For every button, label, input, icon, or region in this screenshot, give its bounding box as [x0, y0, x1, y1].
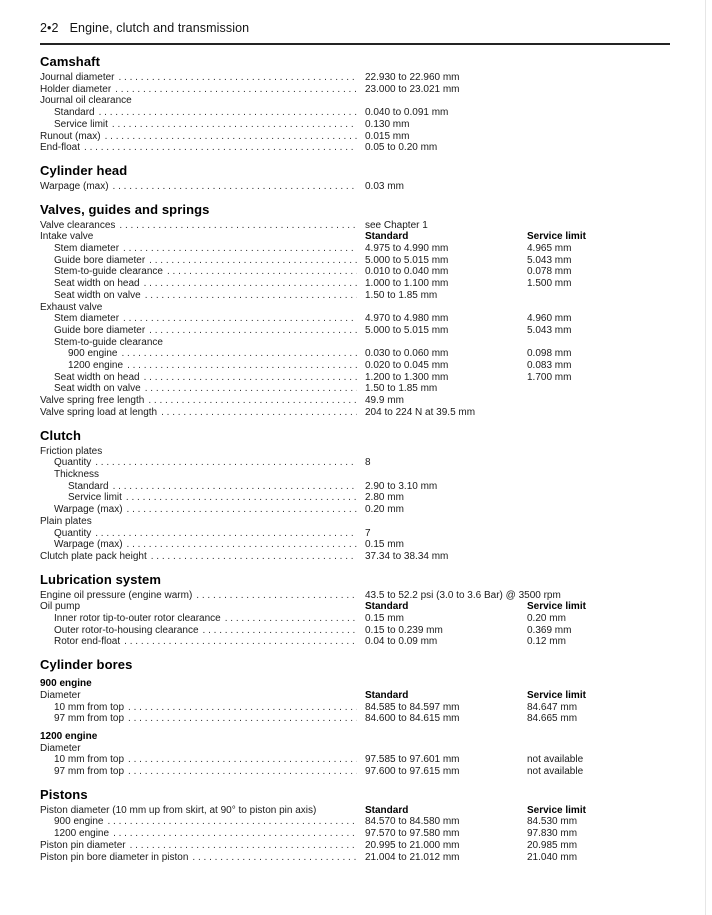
- value-standard: 4.975 to 4.990 mm: [365, 243, 449, 255]
- column-header-service-limit: Service limit: [527, 231, 586, 243]
- row-left: [40, 805, 365, 817]
- page-title: Engine, clutch and transmission: [69, 21, 250, 35]
- value-service-limit: 0.20 mm: [527, 613, 566, 625]
- spec-row: [40, 372, 670, 384]
- row-left: [40, 372, 365, 384]
- dot-leader: [122, 348, 358, 360]
- value-standard: 4.970 to 4.980 mm: [365, 313, 449, 325]
- spec-row: [40, 516, 670, 528]
- row-label: 10 mm from top: [54, 701, 125, 713]
- dot-leader: [128, 766, 357, 778]
- spec-sections: [40, 54, 670, 863]
- value-standard: 5.000 to 5.015 mm: [365, 324, 449, 336]
- value-standard: 0.020 to 0.045 mm: [365, 360, 449, 372]
- value-service-limit: 1.500 mm: [527, 278, 572, 290]
- row-left: [40, 313, 365, 325]
- section-title: Cylinder head: [40, 162, 128, 178]
- row-label: Thickness: [54, 468, 100, 480]
- row-label: Inner rotor tip-to-outer rotor clearance: [54, 613, 221, 625]
- value-standard: 0.010 to 0.040 mm: [365, 266, 449, 278]
- row-left: [40, 131, 365, 143]
- row-label: Journal oil clearance: [40, 95, 132, 107]
- row-label: Valve spring load at length: [40, 406, 158, 418]
- spec-row: [40, 181, 670, 193]
- value-service-limit: 0.083 mm: [527, 360, 572, 372]
- spec-row: [40, 590, 670, 602]
- row-label: Warpage (max): [54, 504, 123, 516]
- row-label: Diameter: [40, 689, 81, 701]
- dot-leader: [145, 290, 357, 302]
- value-service-limit: 5.043 mm: [527, 324, 572, 336]
- dot-leader: [118, 72, 357, 84]
- dot-leader: [113, 828, 357, 840]
- row-left: [40, 852, 365, 864]
- value-service-limit: 0.12 mm: [527, 636, 566, 648]
- row-label: Guide bore diameter: [54, 254, 146, 266]
- spec-row: [40, 446, 670, 458]
- row-label: Holder diameter: [40, 83, 112, 95]
- spec-row: [40, 713, 670, 725]
- spec-row: [40, 266, 670, 278]
- section-pistons: [40, 787, 670, 864]
- dot-leader: [144, 372, 357, 384]
- dot-leader: [127, 360, 357, 372]
- value-service-limit: 84.665 mm: [527, 713, 578, 725]
- value-standard: 0.20 mm: [365, 504, 404, 516]
- dot-leader: [113, 481, 357, 493]
- spec-row: [40, 702, 670, 714]
- spec-row: [40, 142, 670, 154]
- row-label: End-float: [40, 142, 81, 154]
- row-label: Guide bore diameter: [54, 324, 146, 336]
- spec-row: [40, 492, 670, 504]
- row-label: Stem-to-guide clearance: [54, 266, 163, 278]
- value-standard: 97.585 to 97.601 mm: [365, 754, 460, 766]
- row-label: Seat width on valve: [54, 289, 141, 301]
- row-label: 97 mm from top: [54, 766, 125, 778]
- spec-row: [40, 828, 670, 840]
- column-header-service-limit: Service limit: [527, 804, 586, 816]
- row-label: Intake valve: [40, 231, 94, 243]
- row-left: [40, 690, 365, 702]
- spec-row: [40, 731, 670, 743]
- spec-row: [40, 528, 670, 540]
- spec-row: [40, 504, 670, 516]
- row-left: [40, 395, 365, 407]
- row-label: 1200 engine: [54, 828, 110, 840]
- row-label: Valve spring free length: [40, 395, 145, 407]
- row-left: [40, 625, 365, 637]
- row-left: [40, 348, 365, 360]
- dot-leader: [151, 551, 357, 563]
- section-title: Valves, guides and springs: [40, 201, 210, 217]
- value-standard: 97.570 to 97.580 mm: [365, 828, 460, 840]
- value-service-limit: not available: [527, 754, 584, 766]
- spec-row: [40, 337, 670, 349]
- value-service-limit: 0.369 mm: [527, 624, 572, 636]
- dot-leader: [128, 754, 357, 766]
- value-standard: 204 to 224 N at 39.5 mm: [365, 406, 476, 418]
- value-standard: 0.04 to 0.09 mm: [365, 636, 438, 648]
- dot-leader: [99, 107, 357, 119]
- row-label: Quantity: [54, 457, 92, 469]
- spec-row: [40, 743, 670, 755]
- value-standard: 1.000 to 1.100 mm: [365, 278, 449, 290]
- row-left: [40, 243, 365, 255]
- section-valves-guides-and-springs: [40, 202, 670, 419]
- row-left: [40, 383, 365, 395]
- value-standard: 1.50 to 1.85 mm: [365, 289, 438, 301]
- row-left: [40, 678, 365, 690]
- row-left: [40, 601, 365, 613]
- dot-leader: [115, 84, 357, 96]
- value-service-limit: 0.078 mm: [527, 266, 572, 278]
- dot-leader: [112, 119, 357, 131]
- spec-row: [40, 72, 670, 84]
- spec-row: [40, 613, 670, 625]
- row-left: [40, 84, 365, 96]
- section-cylinder-head: [40, 163, 670, 193]
- column-header-service-limit: Service limit: [527, 689, 586, 701]
- spec-row: [40, 469, 670, 481]
- value-service-limit: 5.043 mm: [527, 254, 572, 266]
- row-label: Standard: [68, 480, 109, 492]
- row-label: Piston pin bore diameter in piston: [40, 851, 189, 863]
- value-standard: 0.030 to 0.060 mm: [365, 348, 449, 360]
- value-standard: 0.05 to 0.20 mm: [365, 142, 438, 154]
- spec-row: [40, 636, 670, 648]
- row-left: [40, 828, 365, 840]
- page-number: 2•2: [40, 21, 59, 35]
- row-left: [40, 181, 365, 193]
- dot-leader: [149, 325, 357, 337]
- dot-leader: [124, 636, 357, 648]
- value-standard: 1.50 to 1.85 mm: [365, 383, 438, 395]
- value-standard: 49.9 mm: [365, 395, 404, 407]
- row-label: Quantity: [54, 527, 92, 539]
- dot-leader: [123, 243, 357, 255]
- value-standard: 0.03 mm: [365, 180, 404, 192]
- section-title: Pistons: [40, 786, 88, 802]
- value-service-limit: 0.098 mm: [527, 348, 572, 360]
- row-left: [40, 840, 365, 852]
- spec-row: [40, 313, 670, 325]
- row-label: Seat width on head: [54, 278, 140, 290]
- dot-leader: [128, 702, 357, 714]
- page-header: [40, 21, 670, 35]
- value-standard: 1.200 to 1.300 mm: [365, 371, 449, 383]
- dot-leader: [123, 313, 357, 325]
- row-label: Stem diameter: [54, 313, 120, 325]
- value-service-limit: 4.960 mm: [527, 313, 572, 325]
- value-standard: 23.000 to 23.021 mm: [365, 83, 460, 95]
- value-service-limit: 4.965 mm: [527, 243, 572, 255]
- dot-leader: [161, 407, 357, 419]
- row-label: Diameter: [40, 742, 81, 754]
- spec-row: [40, 840, 670, 852]
- value-standard: 8: [365, 457, 371, 469]
- row-left: [40, 360, 365, 372]
- dot-leader: [95, 528, 357, 540]
- dot-leader: [144, 278, 357, 290]
- spec-row: [40, 255, 670, 267]
- section-title: Camshaft: [40, 54, 101, 69]
- spec-row: [40, 852, 670, 864]
- row-left: [40, 516, 365, 528]
- dot-leader: [167, 266, 357, 278]
- dot-leader: [192, 852, 357, 864]
- spec-row: [40, 625, 670, 637]
- spec-row: [40, 407, 670, 419]
- row-left: [40, 325, 365, 337]
- value-standard: 0.130 mm: [365, 118, 410, 130]
- row-label: 1200 engine: [40, 730, 98, 742]
- row-label: Stem-to-guide clearance: [54, 336, 163, 348]
- spec-row: [40, 290, 670, 302]
- spec-row: [40, 95, 670, 107]
- row-left: [40, 469, 365, 481]
- spec-row: [40, 395, 670, 407]
- row-label: Stem diameter: [54, 243, 120, 255]
- row-left: [40, 590, 365, 602]
- value-standard: 22.930 to 22.960 mm: [365, 72, 460, 83]
- row-left: [40, 702, 365, 714]
- value-standard: 84.585 to 84.597 mm: [365, 701, 460, 713]
- spec-row: [40, 539, 670, 551]
- row-label: Friction plates: [40, 445, 103, 457]
- row-left: [40, 407, 365, 419]
- row-label: 10 mm from top: [54, 754, 125, 766]
- value-service-limit: 84.647 mm: [527, 701, 578, 713]
- value-service-limit: 20.985 mm: [527, 839, 578, 851]
- section-clutch: [40, 428, 670, 563]
- dot-leader: [119, 220, 357, 232]
- spec-row: [40, 457, 670, 469]
- value-standard: 21.004 to 21.012 mm: [365, 851, 460, 863]
- dot-leader: [130, 840, 357, 852]
- value-standard: see Chapter 1: [365, 219, 428, 231]
- dot-leader: [148, 395, 357, 407]
- value-service-limit: 1.700 mm: [527, 371, 572, 383]
- spec-row: [40, 220, 670, 232]
- section-title: Clutch: [40, 427, 82, 443]
- row-left: [40, 119, 365, 131]
- value-standard: 84.570 to 84.580 mm: [365, 816, 460, 828]
- column-header-standard: Standard: [365, 601, 409, 613]
- row-left: [40, 107, 365, 119]
- dot-leader: [108, 816, 358, 828]
- value-standard: 20.995 to 21.000 mm: [365, 839, 460, 851]
- spec-row: [40, 754, 670, 766]
- dot-leader: [149, 255, 357, 267]
- spec-row: [40, 131, 670, 143]
- row-left: [40, 142, 365, 154]
- row-label: Rotor end-float: [54, 636, 121, 648]
- dot-leader: [196, 590, 357, 602]
- spec-row: [40, 383, 670, 395]
- value-standard: 2.90 to 3.10 mm: [365, 480, 438, 492]
- row-left: [40, 457, 365, 469]
- row-label: 900 engine: [54, 816, 104, 828]
- dot-leader: [126, 492, 357, 504]
- column-header-standard: Standard: [365, 689, 409, 701]
- row-left: [40, 731, 365, 743]
- row-label: Service limit: [54, 118, 108, 130]
- value-service-limit: not available: [527, 766, 584, 778]
- spec-row: [40, 551, 670, 563]
- dot-leader: [225, 613, 357, 625]
- value-standard: 0.040 to 0.091 mm: [365, 107, 449, 119]
- value-standard: 43.5 to 52.2 psi (3.0 to 3.6 Bar) @ 3500 rpm: [365, 589, 561, 601]
- row-left: [40, 337, 365, 349]
- spec-row: [40, 678, 670, 690]
- section-title: Lubrication system: [40, 571, 161, 587]
- row-left: [40, 220, 365, 232]
- row-left: [40, 255, 365, 267]
- row-label: Oil pump: [40, 601, 81, 613]
- spec-row: [40, 766, 670, 778]
- row-left: [40, 528, 365, 540]
- column-header-service-limit: Service limit: [527, 601, 586, 613]
- row-label: Warpage (max): [54, 539, 123, 551]
- row-left: [40, 95, 365, 107]
- row-left: [40, 551, 365, 563]
- value-standard: 0.15 mm: [365, 539, 404, 551]
- spec-row: [40, 360, 670, 372]
- section-title: Cylinder bores: [40, 657, 133, 673]
- row-left: [40, 290, 365, 302]
- spec-row: [40, 816, 670, 828]
- row-label: Plain plates: [40, 515, 92, 527]
- row-left: [40, 302, 365, 314]
- row-label: Outer rotor-to-housing clearance: [54, 624, 199, 636]
- row-left: [40, 481, 365, 493]
- row-label: Runout (max): [40, 130, 101, 142]
- row-label: Journal diameter: [40, 72, 115, 83]
- spec-row: [40, 601, 670, 613]
- header-rule: [40, 43, 670, 45]
- row-label: Warpage (max): [40, 180, 109, 192]
- row-left: [40, 816, 365, 828]
- row-label: Standard: [54, 107, 95, 119]
- value-standard: 2.80 mm: [365, 492, 404, 504]
- row-left: [40, 278, 365, 290]
- row-left: [40, 613, 365, 625]
- row-left: [40, 743, 365, 755]
- row-label: Engine oil pressure (engine warm): [40, 589, 193, 601]
- dot-leader: [145, 383, 357, 395]
- spec-row: [40, 348, 670, 360]
- value-service-limit: 21.040 mm: [527, 851, 578, 863]
- dot-leader: [127, 504, 357, 516]
- dot-leader: [84, 142, 357, 154]
- row-label: 97 mm from top: [54, 713, 125, 725]
- row-left: [40, 72, 365, 84]
- scan-edge-artifact: [705, 0, 706, 915]
- dot-leader: [128, 713, 357, 725]
- dot-leader: [105, 131, 357, 143]
- spec-row: [40, 278, 670, 290]
- row-left: [40, 754, 365, 766]
- spec-row: [40, 243, 670, 255]
- spec-row: [40, 805, 670, 817]
- row-left: [40, 636, 365, 648]
- row-label: 1200 engine: [68, 360, 124, 372]
- row-label: 900 engine: [40, 678, 92, 690]
- row-left: [40, 766, 365, 778]
- value-standard: 5.000 to 5.015 mm: [365, 254, 449, 266]
- row-left: [40, 492, 365, 504]
- value-standard: 84.600 to 84.615 mm: [365, 713, 460, 725]
- row-left: [40, 231, 365, 243]
- dot-leader: [127, 539, 357, 551]
- row-label: Exhaust valve: [40, 301, 103, 313]
- value-service-limit: 84.530 mm: [527, 816, 578, 828]
- row-label: Piston diameter (10 mm up from skirt, at 90° to piston pin axis): [40, 804, 317, 816]
- section-camshaft: [40, 54, 670, 154]
- row-label: Piston pin diameter: [40, 839, 126, 851]
- value-standard: 7: [365, 527, 371, 539]
- section-cylinder-bores: [40, 657, 670, 778]
- spec-row: [40, 107, 670, 119]
- dot-leader: [113, 181, 357, 193]
- row-left: [40, 446, 365, 458]
- value-standard: 37.34 to 38.34 mm: [365, 550, 449, 562]
- value-standard: 97.600 to 97.615 mm: [365, 766, 460, 778]
- row-label: Service limit: [68, 492, 122, 504]
- value-standard: 0.15 mm: [365, 613, 404, 625]
- row-left: [40, 504, 365, 516]
- row-left: [40, 539, 365, 551]
- row-label: Clutch plate pack height: [40, 550, 147, 562]
- spec-row: [40, 84, 670, 96]
- spec-row: [40, 302, 670, 314]
- row-label: Valve clearances: [40, 219, 116, 231]
- spec-row: [40, 119, 670, 131]
- row-label: Seat width on head: [54, 371, 140, 383]
- value-standard: 0.15 to 0.239 mm: [365, 624, 443, 636]
- dot-leader: [95, 457, 357, 469]
- dot-leader: [203, 625, 357, 637]
- column-header-standard: Standard: [365, 804, 409, 816]
- row-label: Seat width on valve: [54, 383, 141, 395]
- section-lubrication-system: [40, 572, 670, 649]
- value-standard: 0.015 mm: [365, 130, 410, 142]
- spec-row: [40, 231, 670, 243]
- spec-row: [40, 690, 670, 702]
- column-header-standard: Standard: [365, 231, 409, 243]
- spec-row: [40, 325, 670, 337]
- spec-row: [40, 481, 670, 493]
- value-service-limit: 97.830 mm: [527, 828, 578, 840]
- row-left: [40, 713, 365, 725]
- row-label: 900 engine: [68, 348, 118, 360]
- row-left: [40, 266, 365, 278]
